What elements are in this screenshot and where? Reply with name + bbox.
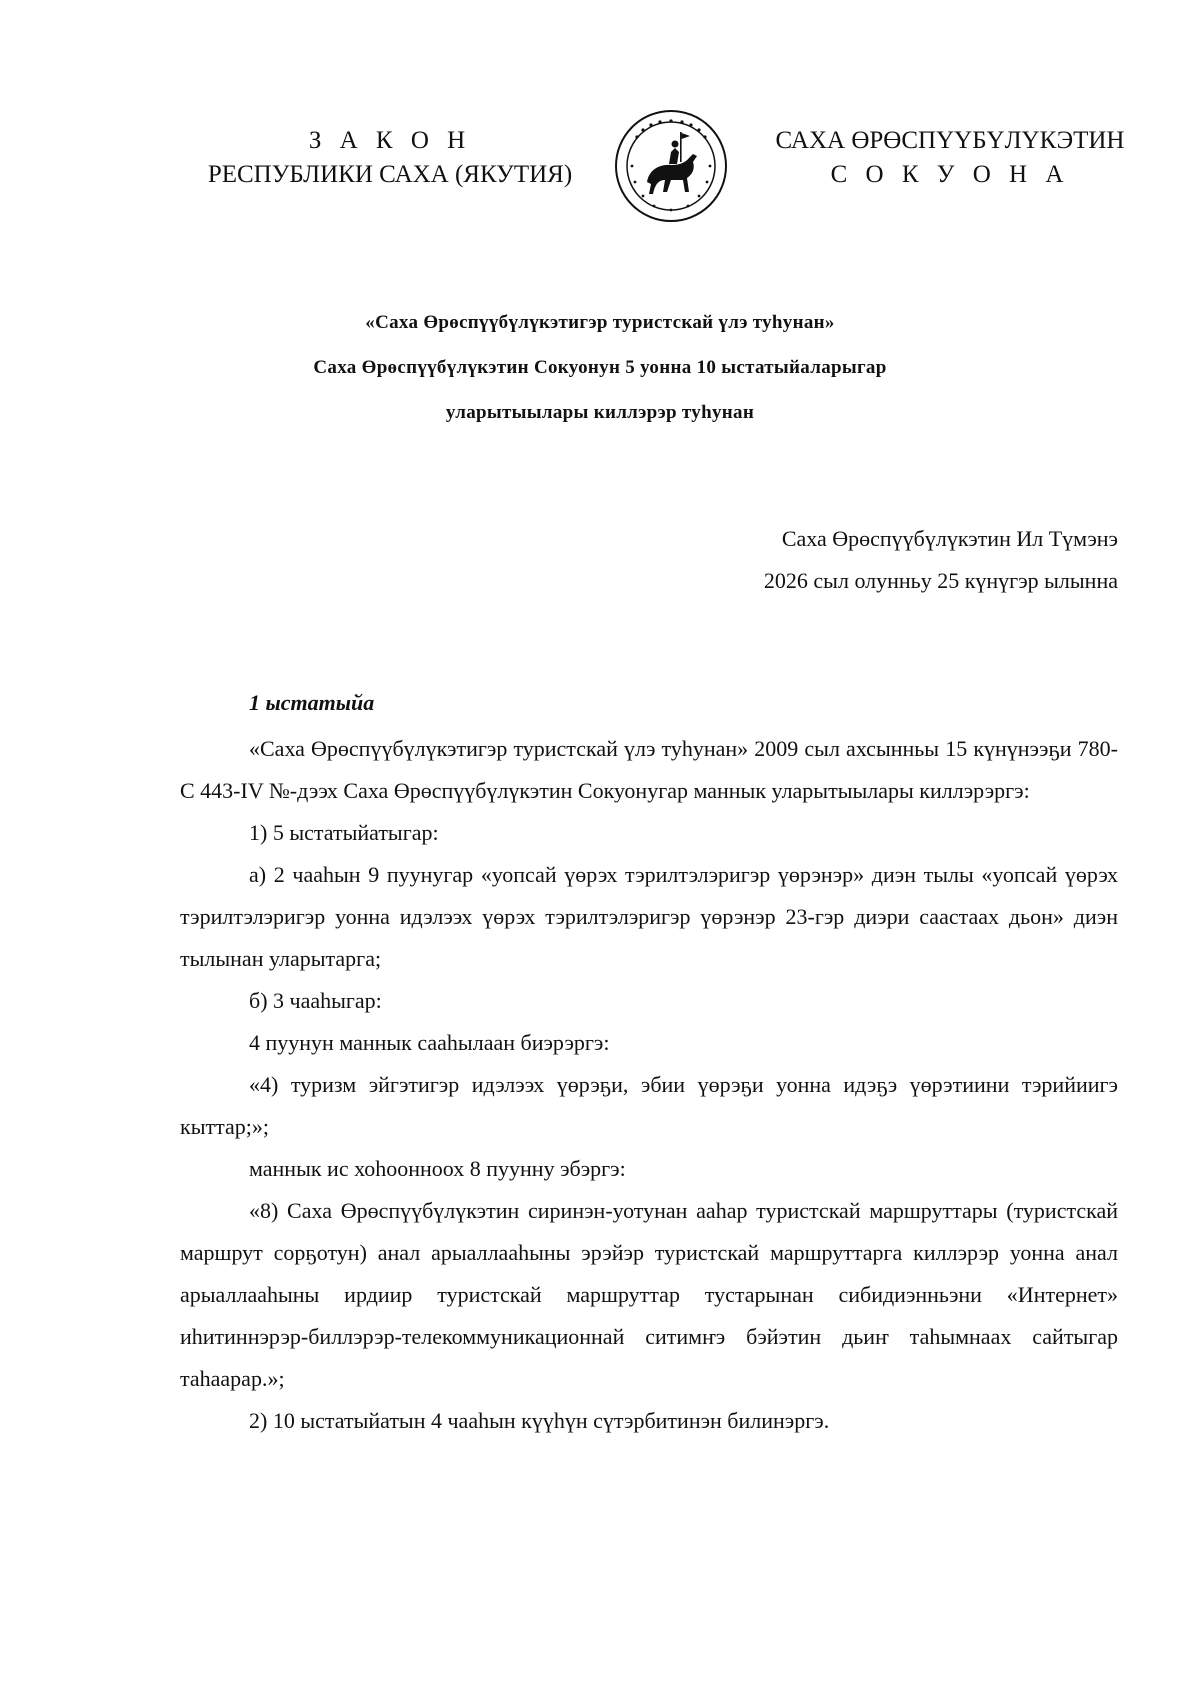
article-heading: 1 ыстатыйа — [249, 690, 375, 715]
header-yakut — [770, 124, 1130, 192]
adoption-date: 2026 сыл олунньу 25 күнүгэр ылынна — [763, 568, 1118, 593]
header-right-law: С О К У О Н А — [830, 161, 1070, 188]
header-left-republic: РЕСПУБЛИКИ САХА (ЯКУТИЯ) — [207, 161, 573, 188]
header-right-republic: САХА ӨРӨСПYYБYЛYКЭТИН — [775, 127, 1125, 154]
header-left-law: З А К О Н — [308, 127, 472, 154]
article-paragraph: 1) 5 ыстатыйатыгар: — [249, 820, 439, 845]
header-russian — [190, 124, 590, 192]
article-paragraph: «4) туризм эйгэтигэр идэлээх үөрэҕи, эбии үөрэҕи уонна идэҕэ үөрэтиини тэрийиигэ кыттар;»; — [180, 1072, 1118, 1139]
title-line-1: «Саха Өрөспүүбүлүкэтигэр туристскай үлэ туһунан» — [365, 312, 835, 333]
article-body — [180, 728, 1118, 1442]
title-line-2: Саха Өрөспүүбүлүкэтин Сокуонун 5 уонна 10 ыстатыйаларыгар — [313, 357, 887, 378]
article-paragraph: 4 пуунун маннык сааһылаан биэрэргэ: — [249, 1030, 610, 1055]
article-paragraph: 2) 10 ыстатыйатын 4 чааһын күүһүн сүтэрбитинэн билинэргэ. — [249, 1408, 830, 1433]
article-paragraph: маннык ис хоһоонноох 8 пуунну эбэргэ: — [249, 1156, 626, 1181]
adopting-body: Саха Өрөспүүбүлүкэтин Ил Түмэнэ — [781, 526, 1118, 551]
article-paragraph: а) 2 чааһын 9 пуунугар «уопсай үөрэх тэрилтэлэригэр үөрэнэр» диэн тылы «уопсай үөрэх тэрилтэлэригэр уонна идэлээх үөрэх тэрилтэлэригэр үөрэнэр 23-гэр диэри саастаах дьон» диэн тылынан уларытарга; — [180, 862, 1118, 971]
article-paragraph: «Саха Өрөспүүбүлүкэтигэр туристскай үлэ туһунан» 2009 сыл ахсынньы 15 күнүнээҕи 780-С 443-IV №-дээх Саха Өрөспүүбүлүкэтин Сокуонугар маннык уларытыылары киллэрэргэ: — [180, 736, 1118, 803]
article-paragraph: б) 3 чааһыгар: — [249, 988, 382, 1013]
title-line-3: уларытыылары киллэрэр туһунан — [445, 402, 755, 423]
coat-of-arms-seal-icon — [613, 108, 729, 224]
article-paragraph: «8) Саха Өрөспүүбүлүкэтин сиринэн-уотунан ааһар туристскай маршруттары (туристскай маршрут сорҕотун) анал арыаллааһыны эрэйэр туристскай маршруттарга киллэрэр уонна анал арыаллааһыны ирдиир туристскай маршруттар тустарынан сибидиэнньэни «Интернет» иһитиннэрэр-биллэрэр-телекоммуникационнай ситимҥэ бэйэтин дьиҥ таһымнаах сайтыгар таһаарар.»; — [180, 1198, 1118, 1391]
